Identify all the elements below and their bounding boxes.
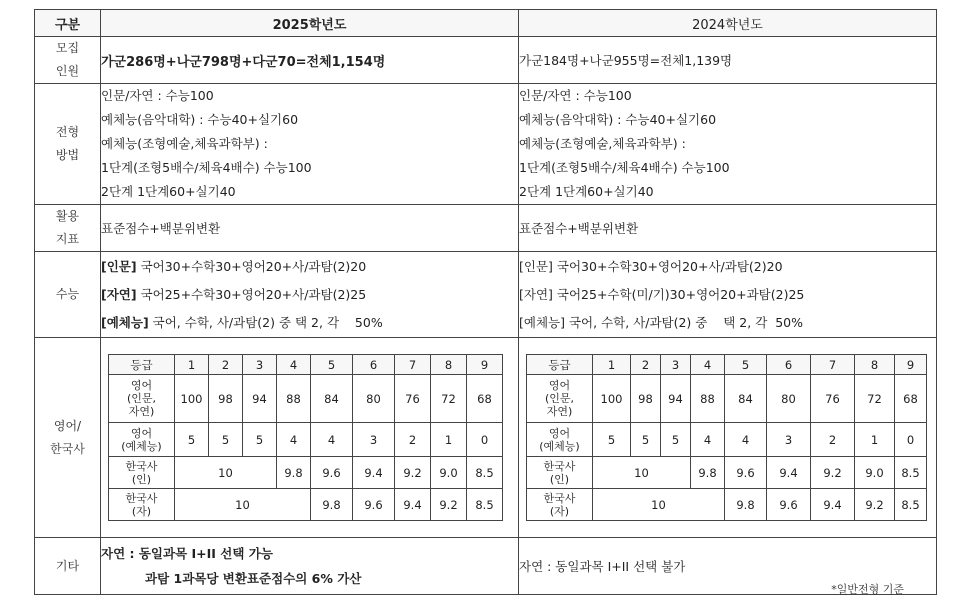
csat-text: 국어25+수학(미/기)30+영어20+과탐(2)25 (556, 286, 805, 302)
english-2025 (101, 338, 519, 538)
header-2025: 2025학년도 (101, 10, 519, 37)
score-cell: 8.5 (467, 489, 503, 521)
label-line: 영어 (548, 426, 571, 440)
score-cell: 0 (467, 423, 503, 457)
score-cell: 9.6 (353, 489, 395, 521)
index-2025: 표준점수+백분위변환 (101, 205, 519, 252)
score-cell: 80 (767, 375, 811, 423)
row-english-history (35, 338, 937, 538)
recruit-2025: 가군286명+나군798명+다군70=전체1,154명 (101, 37, 519, 84)
score-cell: 9.2 (395, 457, 431, 489)
etc-line: 자연 : 동일과목 I+II 선택 가능 (101, 546, 273, 561)
method-line: 예체능(조형예술,체육과학부) : (101, 136, 268, 151)
score-cell: 100 (175, 375, 209, 423)
index-2024: 표준점수+백분위변환 (519, 205, 937, 252)
grade-cell: 4 (691, 355, 725, 375)
english-2024 (519, 338, 937, 538)
score-cell: 4 (691, 423, 725, 457)
score-cell: 72 (855, 375, 895, 423)
score-cell: 10 (175, 457, 277, 489)
label-line: 영어 (130, 426, 153, 440)
eng-art-row (527, 423, 927, 457)
label-line: 영어 (130, 379, 153, 392)
score-cell: 9.8 (277, 457, 311, 489)
label-line: (인) (549, 472, 570, 486)
grade-label: 등급 (109, 355, 175, 375)
eng-humsci-row (527, 375, 927, 423)
score-cell: 10 (593, 457, 691, 489)
grade-cell: 1 (175, 355, 209, 375)
row-etc (35, 538, 937, 595)
header-category: 구분 (35, 10, 101, 37)
row-method (35, 84, 937, 205)
method-line: 예체능(조형예술,체육과학부) : (519, 136, 686, 151)
etc-2024: 자연 : 동일과목 I+II 선택 불가 (519, 538, 937, 595)
label-line: 영어 (548, 379, 571, 392)
grade-cell: 4 (277, 355, 311, 375)
label-line: 영어/ (53, 418, 82, 433)
score-cell: 0 (895, 423, 927, 457)
score-cell: 84 (311, 375, 353, 423)
label-line: 방법 (55, 148, 80, 162)
grade-table-2024 (526, 354, 927, 521)
score-cell: 9.4 (353, 457, 395, 489)
grade-cell: 8 (855, 355, 895, 375)
row-label-method (35, 84, 101, 205)
label-line: 한국사 (543, 491, 576, 505)
method-line: 인문/자연 : 수능100 (101, 88, 214, 103)
score-cell: 3 (767, 423, 811, 457)
score-cell: 9.0 (855, 457, 895, 489)
hist-hum-row (527, 457, 927, 489)
score-cell: 68 (467, 375, 503, 423)
csat-tag: [예체능] (519, 314, 565, 330)
grade-cell: 9 (467, 355, 503, 375)
label-line: 지표 (55, 232, 80, 246)
grade-cell: 5 (311, 355, 353, 375)
method-2025 (101, 84, 519, 205)
hist-sci-label (109, 489, 175, 521)
csat-line (101, 253, 518, 281)
csat-text: 국어30+수학30+영어20+사/과탐(2)20 (140, 258, 367, 274)
score-cell: 5 (661, 423, 691, 457)
row-label-english (35, 338, 101, 538)
label-line: 자연) (128, 405, 155, 418)
csat-text: 국어30+수학30+영어20+사/과탐(2)20 (556, 258, 783, 274)
grade-cell: 3 (661, 355, 691, 375)
method-line: 2단계 1단계60+실기40 (519, 184, 654, 199)
footnote: *일반전형 기준 (831, 583, 904, 596)
csat-line (101, 309, 518, 337)
eng-art-label (109, 423, 175, 457)
label-line: 한국사 (125, 459, 158, 473)
hist-sci-row (527, 489, 927, 521)
csat-line (519, 309, 936, 337)
row-label-csat: 수능 (35, 252, 101, 338)
eng-art-label (527, 423, 593, 457)
label-line: (자) (131, 504, 152, 518)
score-cell: 94 (243, 375, 277, 423)
recruit-2024: 가군184명+나군955명=전체1,139명 (519, 37, 937, 84)
hist-sci-label (527, 489, 593, 521)
csat-tag: [자연] (101, 286, 137, 302)
hist-hum-row (109, 457, 503, 489)
method-line: 2단계 1단계60+실기40 (101, 184, 236, 199)
score-cell: 1 (855, 423, 895, 457)
score-cell: 9.8 (311, 489, 353, 521)
score-cell: 80 (353, 375, 395, 423)
row-label-etc: 기타 (35, 538, 101, 595)
label-line: (예체능) (121, 439, 162, 453)
hist-sci-row (109, 489, 503, 521)
csat-line (519, 253, 936, 281)
score-cell: 1 (431, 423, 467, 457)
method-line: 1단계(조형5배수/체육4배수) 수능100 (101, 160, 312, 175)
label-line: 전형 (55, 125, 80, 139)
csat-tag: [인문] (519, 258, 553, 274)
score-cell: 9.4 (811, 489, 855, 521)
eng-humsci-row (109, 375, 503, 423)
label-line: (예체능) (539, 439, 580, 453)
etc-2025 (101, 538, 519, 595)
grade-cell: 6 (353, 355, 395, 375)
grade-cell: 2 (209, 355, 243, 375)
csat-text: 국어, 수학, 사/과탐(2) 중 택 2, 각 50% (152, 314, 383, 330)
score-cell: 5 (631, 423, 661, 457)
score-cell: 5 (209, 423, 243, 457)
score-cell: 5 (593, 423, 631, 457)
score-cell: 5 (243, 423, 277, 457)
grade-header-row (109, 355, 503, 375)
score-cell: 8.5 (467, 457, 503, 489)
label-line: (인) (131, 472, 152, 486)
score-cell: 9.2 (855, 489, 895, 521)
score-cell: 9.4 (767, 457, 811, 489)
label-line: 한국사 (543, 459, 576, 473)
score-cell: 4 (311, 423, 353, 457)
score-cell: 4 (277, 423, 311, 457)
eng-humsci-label (109, 375, 175, 423)
label-line: (자) (549, 504, 570, 518)
grade-cell: 8 (431, 355, 467, 375)
score-cell: 9.8 (691, 457, 725, 489)
score-cell: 9.2 (431, 489, 467, 521)
score-cell: 88 (691, 375, 725, 423)
score-cell: 2 (395, 423, 431, 457)
label-line: 활용 (55, 209, 80, 223)
admission-comparison-table (34, 9, 937, 595)
row-label-index (35, 205, 101, 252)
grade-cell: 7 (811, 355, 855, 375)
csat-2024 (519, 252, 937, 338)
row-label-recruit (35, 37, 101, 84)
score-cell: 68 (895, 375, 927, 423)
score-cell: 9.4 (395, 489, 431, 521)
score-cell: 8.5 (895, 489, 927, 521)
grade-cell: 6 (767, 355, 811, 375)
row-recruit (35, 37, 937, 84)
method-line: 인문/자연 : 수능100 (519, 88, 632, 103)
csat-tag: [인문] (101, 258, 137, 274)
grade-table-2025 (108, 354, 503, 521)
header-2024: 2024학년도 (519, 10, 937, 37)
label-line: 한국사 (125, 491, 158, 505)
score-cell: 100 (593, 375, 631, 423)
hist-hum-label (527, 457, 593, 489)
score-cell: 76 (811, 375, 855, 423)
score-cell: 76 (395, 375, 431, 423)
label-line: (인문, (544, 392, 575, 405)
score-cell: 94 (661, 375, 691, 423)
csat-2025 (101, 252, 519, 338)
method-line: 예체능(음악대학) : 수능40+실기60 (101, 112, 299, 127)
score-cell: 9.0 (431, 457, 467, 489)
score-cell: 10 (175, 489, 311, 521)
grade-cell: 5 (725, 355, 767, 375)
method-line: 1단계(조형5배수/체육4배수) 수능100 (519, 160, 730, 175)
csat-tag: [예체능] (101, 314, 149, 330)
grade-cell: 9 (895, 355, 927, 375)
label-line: 모집 (55, 41, 80, 55)
method-2024 (519, 84, 937, 205)
grade-header-row (527, 355, 927, 375)
score-cell: 4 (725, 423, 767, 457)
grade-label: 등급 (527, 355, 593, 375)
score-cell: 10 (593, 489, 725, 521)
hist-hum-label (109, 457, 175, 489)
method-line: 예체능(음악대학) : 수능40+실기60 (519, 112, 717, 127)
grade-cell: 2 (631, 355, 661, 375)
csat-tag: [자연] (519, 286, 553, 302)
header-row (35, 10, 937, 37)
score-cell: 98 (209, 375, 243, 423)
score-cell: 3 (353, 423, 395, 457)
row-index (35, 205, 937, 252)
grade-cell: 1 (593, 355, 631, 375)
score-cell: 88 (277, 375, 311, 423)
eng-humsci-label (527, 375, 593, 423)
csat-line (101, 281, 518, 309)
grade-cell: 7 (395, 355, 431, 375)
etc-line: 과탐 1과목당 변환표준점수의 6% 가산 (145, 571, 362, 586)
grade-cell: 3 (243, 355, 277, 375)
score-cell: 84 (725, 375, 767, 423)
label-line: 한국사 (50, 441, 85, 456)
csat-text: 국어25+수학30+영어20+사/과탐(2)25 (140, 286, 367, 302)
csat-text: 국어, 수학, 사/과탐(2) 중 택 2, 각 50% (568, 314, 804, 330)
score-cell: 98 (631, 375, 661, 423)
score-cell: 9.6 (725, 457, 767, 489)
eng-art-row (109, 423, 503, 457)
label-line: 인원 (55, 64, 80, 78)
score-cell: 9.6 (311, 457, 353, 489)
csat-line (519, 281, 936, 309)
score-cell: 2 (811, 423, 855, 457)
row-csat (35, 252, 937, 338)
score-cell: 72 (431, 375, 467, 423)
score-cell: 9.2 (811, 457, 855, 489)
score-cell: 5 (175, 423, 209, 457)
score-cell: 9.8 (725, 489, 767, 521)
label-line: 자연) (546, 405, 573, 418)
score-cell: 9.6 (767, 489, 811, 521)
score-cell: 8.5 (895, 457, 927, 489)
label-line: (인문, (126, 392, 157, 405)
